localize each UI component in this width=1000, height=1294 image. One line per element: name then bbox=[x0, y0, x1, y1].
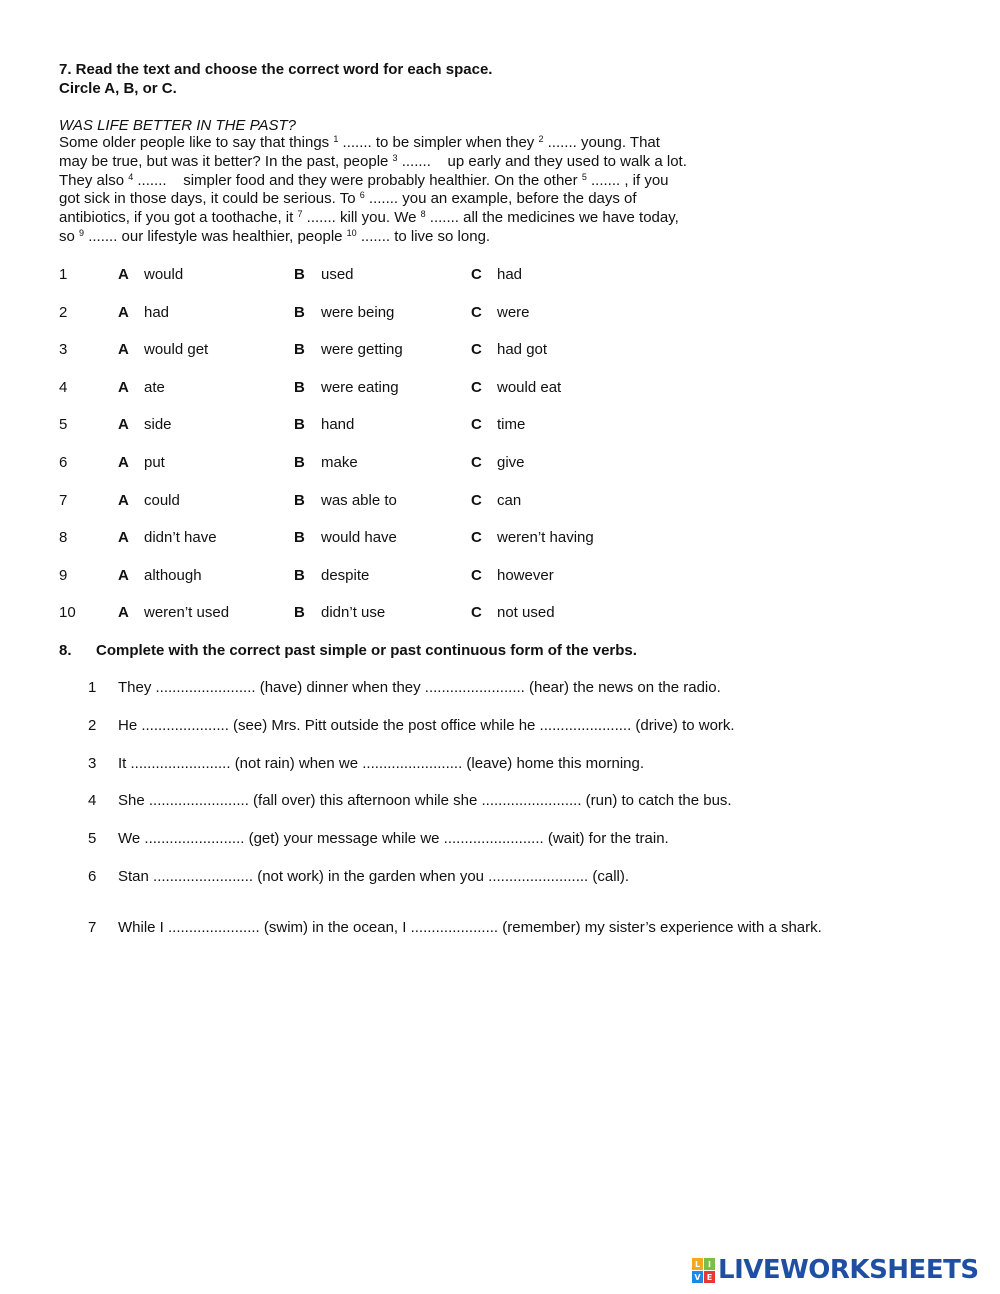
option-a-letter[interactable]: A bbox=[118, 416, 129, 434]
paragraph-text: ....... kill you. We bbox=[302, 209, 421, 227]
paragraph-text: ....... our lifestyle was healthier, people bbox=[84, 227, 347, 245]
question-row bbox=[59, 567, 759, 587]
logo-text: LIVEWORKSHEETS bbox=[718, 1255, 979, 1285]
option-b-letter[interactable]: B bbox=[294, 454, 305, 471]
option-c-text[interactable]: however bbox=[497, 566, 554, 584]
question-row bbox=[59, 416, 759, 436]
option-b-letter[interactable]: B bbox=[294, 566, 305, 584]
question-number: 1 bbox=[59, 266, 68, 283]
option-b-letter[interactable]: B bbox=[294, 266, 305, 283]
option-a-letter[interactable]: A bbox=[118, 529, 129, 547]
option-c-letter[interactable]: C bbox=[471, 378, 482, 396]
question-row bbox=[59, 492, 759, 512]
option-a-letter[interactable]: A bbox=[118, 566, 129, 584]
question-number: 9 bbox=[59, 566, 68, 584]
paragraph-text: antibiotics, if you got a toothache, it bbox=[59, 209, 298, 227]
paragraph-text: got sick in those days, it could be serious. To bbox=[59, 190, 360, 208]
text-title: WAS LIFE BETTER IN THE PAST? bbox=[59, 117, 296, 134]
gap-number: 4 bbox=[128, 171, 134, 182]
logo-mark-tile: I bbox=[704, 1258, 715, 1270]
option-b-letter[interactable]: B bbox=[294, 303, 305, 321]
sentence-number: 5 bbox=[88, 830, 97, 847]
logo-mark-tile: L bbox=[692, 1258, 703, 1270]
reading-paragraph bbox=[59, 134, 779, 247]
option-c-letter[interactable]: C bbox=[471, 266, 482, 283]
question-number: 4 bbox=[59, 378, 68, 396]
sentence-text[interactable]: He ..................... (see) Mrs. Pitt outside the post office while he ...................... (drive) to work. bbox=[118, 717, 735, 734]
question-number: 2 bbox=[59, 303, 68, 321]
paragraph-line bbox=[59, 134, 779, 153]
option-a-letter[interactable]: A bbox=[118, 378, 129, 396]
option-c-text[interactable]: had bbox=[497, 266, 523, 283]
option-b-text[interactable]: make bbox=[321, 454, 358, 471]
option-a-letter[interactable]: A bbox=[118, 341, 129, 359]
question-row bbox=[59, 454, 759, 474]
paragraph-text: ....... to live so long. bbox=[356, 227, 491, 245]
option-a-text[interactable]: weren’t used bbox=[144, 604, 230, 622]
gap-number: 3 bbox=[392, 152, 398, 163]
option-b-text[interactable]: didn’t use bbox=[321, 604, 386, 622]
gap-number: 7 bbox=[297, 209, 303, 220]
option-b-text[interactable]: were eating bbox=[321, 378, 399, 396]
option-b-text[interactable]: would have bbox=[321, 529, 397, 547]
gap-number: 5 bbox=[581, 171, 587, 182]
paragraph-text: ....... you an example, before the days of bbox=[364, 190, 637, 208]
logo-mark-icon bbox=[692, 1258, 714, 1282]
paragraph-text: ....... simpler food and they were probably healthier. On the other bbox=[133, 171, 582, 189]
gap-number: 1 bbox=[333, 134, 339, 144]
option-b-text[interactable]: were being bbox=[321, 303, 395, 321]
sentence-text[interactable]: We ........................ (get) your message while we ........................ (wait) for the train. bbox=[118, 830, 669, 847]
option-b-text[interactable]: were getting bbox=[321, 341, 403, 359]
sentence-number: 7 bbox=[88, 919, 97, 936]
question-number: 8 bbox=[59, 529, 68, 547]
paragraph-text: ....... up early and they used to walk a lot. bbox=[397, 152, 687, 170]
question-number: 7 bbox=[59, 491, 68, 509]
option-a-letter[interactable]: A bbox=[118, 454, 129, 471]
option-a-text[interactable]: didn’t have bbox=[144, 529, 217, 547]
question-number: 10 bbox=[59, 604, 76, 622]
option-b-letter[interactable]: B bbox=[294, 604, 305, 622]
section7-heading: 7. Read the text and choose the correct word for each space. bbox=[59, 61, 493, 78]
question-number: 5 bbox=[59, 416, 68, 434]
option-a-letter[interactable]: A bbox=[118, 491, 129, 509]
paragraph-text: ....... to be simpler when they bbox=[338, 134, 539, 151]
paragraph-text: Some older people like to say that things bbox=[59, 134, 334, 151]
option-a-text[interactable]: could bbox=[144, 491, 180, 509]
option-c-letter[interactable]: C bbox=[471, 454, 482, 471]
gap-number: 8 bbox=[420, 209, 426, 220]
option-c-text[interactable]: can bbox=[497, 491, 522, 509]
option-a-letter[interactable]: A bbox=[118, 266, 129, 283]
sentence-text[interactable]: Stan ........................ (not work) in the garden when you ........................ (call). bbox=[118, 868, 630, 885]
option-a-letter[interactable]: A bbox=[118, 604, 129, 622]
section8-number: 8. bbox=[59, 642, 72, 659]
option-a-text[interactable]: had bbox=[144, 303, 170, 321]
gap-number: 10 bbox=[346, 227, 357, 238]
option-b-text[interactable]: was able to bbox=[321, 491, 397, 509]
question-row bbox=[59, 304, 759, 324]
section7-instruction: Circle A, B, or C. bbox=[59, 80, 177, 97]
sentence-number: 3 bbox=[88, 755, 97, 772]
option-c-letter[interactable]: C bbox=[471, 303, 482, 321]
sentence-text[interactable]: It ........................ (not rain) when we ........................ (leave) home this morning. bbox=[118, 755, 645, 772]
option-c-letter[interactable]: C bbox=[471, 491, 482, 509]
sentence-text[interactable]: While I ...................... (swim) in the ocean, I ..................... (remember) my sister’s experience with a shark. bbox=[118, 919, 822, 936]
gap-number: 6 bbox=[359, 190, 365, 201]
option-a-text[interactable]: would get bbox=[144, 341, 209, 359]
sentence-text[interactable]: They ........................ (have) dinner when they ........................ (hear) the news on the radio. bbox=[118, 679, 721, 696]
paragraph-line bbox=[59, 190, 779, 209]
liveworksheets-logo[interactable] bbox=[692, 1254, 979, 1286]
question-row bbox=[59, 379, 759, 399]
question-number: 3 bbox=[59, 341, 68, 359]
option-a-text[interactable]: would bbox=[144, 266, 184, 283]
option-a-text[interactable]: put bbox=[144, 454, 165, 471]
gap-number: 2 bbox=[538, 134, 544, 144]
section8-title: Complete with the correct past simple or past continuous form of the verbs. bbox=[96, 642, 637, 659]
paragraph-line bbox=[59, 153, 779, 172]
option-b-text[interactable]: hand bbox=[321, 416, 355, 434]
paragraph-line bbox=[59, 228, 779, 247]
option-b-letter[interactable]: B bbox=[294, 341, 305, 359]
option-a-text[interactable]: ate bbox=[144, 378, 165, 396]
paragraph-text: ....... , if you bbox=[586, 171, 669, 189]
sentence-number: 2 bbox=[88, 717, 97, 734]
option-c-letter[interactable]: C bbox=[471, 604, 482, 622]
gap-number: 9 bbox=[79, 227, 85, 238]
question-row bbox=[59, 529, 759, 549]
logo-mark-tile: E bbox=[704, 1271, 715, 1283]
paragraph-text: so bbox=[59, 227, 80, 245]
sentence-number: 1 bbox=[88, 679, 97, 696]
logo-mark-tile: V bbox=[692, 1271, 703, 1283]
option-c-letter[interactable]: C bbox=[471, 341, 482, 359]
sentence-text[interactable]: She ........................ (fall over) this afternoon while she ........................ (run) to catch the bus. bbox=[118, 792, 732, 809]
question-number: 6 bbox=[59, 454, 68, 471]
option-b-letter[interactable]: B bbox=[294, 529, 305, 547]
option-c-text[interactable]: time bbox=[497, 416, 526, 434]
paragraph-text: ....... young. That bbox=[543, 134, 660, 151]
option-c-letter[interactable]: C bbox=[471, 416, 482, 434]
option-b-text[interactable]: despite bbox=[321, 566, 370, 584]
option-c-text[interactable]: had got bbox=[497, 341, 548, 359]
sentence-number: 4 bbox=[88, 792, 97, 809]
option-b-letter[interactable]: B bbox=[294, 491, 305, 509]
paragraph-line bbox=[59, 172, 779, 191]
option-c-letter[interactable]: C bbox=[471, 529, 482, 547]
paragraph-text: may be true, but was it better? In the past, people bbox=[59, 152, 393, 170]
option-a-letter[interactable]: A bbox=[118, 303, 129, 321]
option-c-letter[interactable]: C bbox=[471, 566, 482, 584]
question-row bbox=[59, 341, 759, 361]
paragraph-text: ....... all the medicines we have today, bbox=[425, 209, 679, 227]
option-b-letter[interactable]: B bbox=[294, 416, 305, 434]
option-c-text[interactable]: give bbox=[497, 454, 525, 471]
option-c-text[interactable]: would eat bbox=[497, 378, 562, 396]
option-b-text[interactable]: used bbox=[321, 266, 354, 283]
option-c-text[interactable]: not used bbox=[497, 604, 555, 622]
option-a-text[interactable]: side bbox=[144, 416, 172, 434]
option-c-text[interactable]: weren’t having bbox=[497, 529, 594, 547]
question-row bbox=[59, 266, 759, 286]
option-b-letter[interactable]: B bbox=[294, 378, 305, 396]
paragraph-line bbox=[59, 209, 779, 228]
question-row bbox=[59, 604, 759, 624]
option-c-text[interactable]: were bbox=[497, 303, 530, 321]
sentence-number: 6 bbox=[88, 868, 97, 885]
paragraph-text: They also bbox=[59, 171, 129, 189]
option-a-text[interactable]: although bbox=[144, 566, 202, 584]
